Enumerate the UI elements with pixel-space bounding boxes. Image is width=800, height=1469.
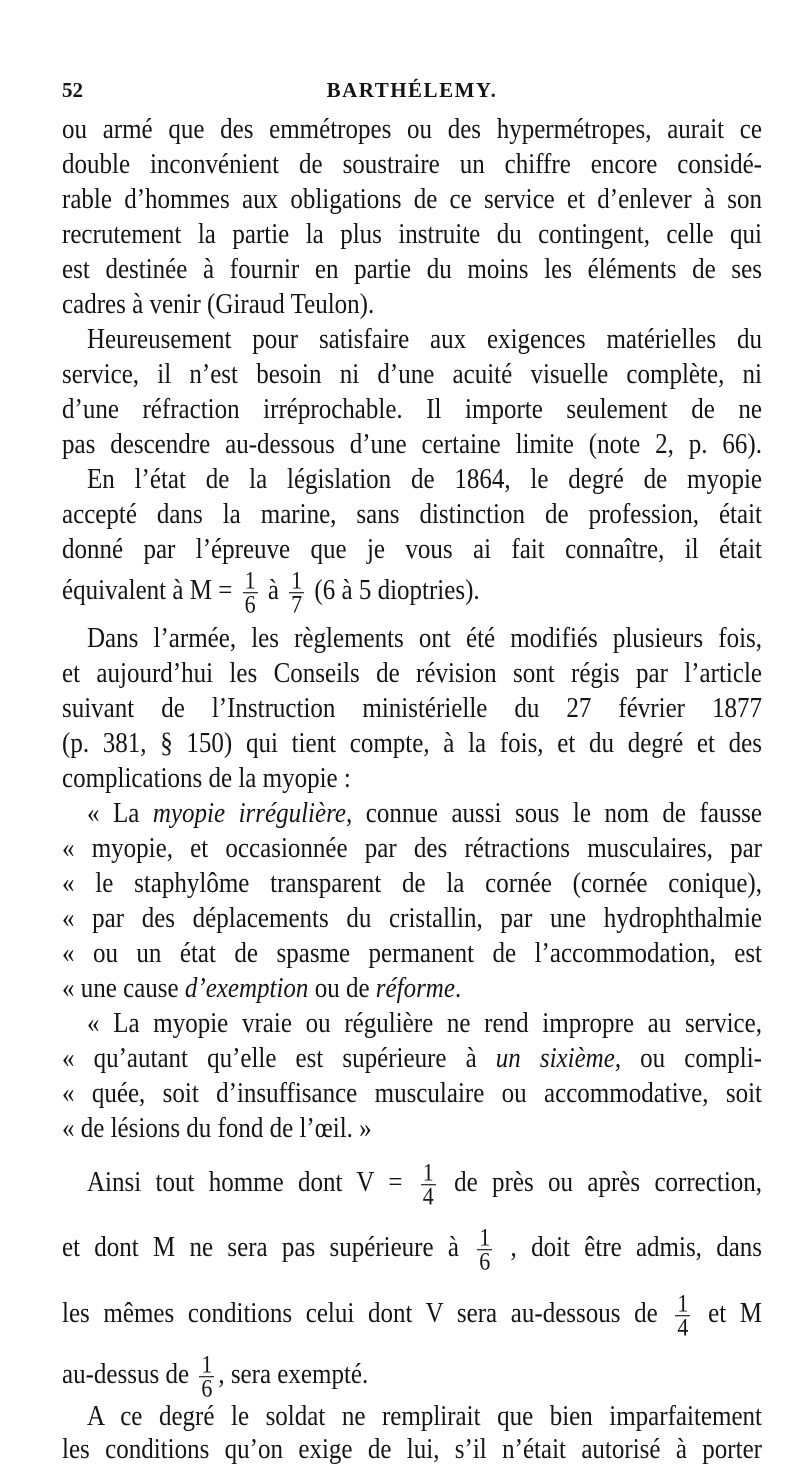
fraction-numerator: 1 [422, 1157, 434, 1187]
text-line: Dans l’armée, les règlements ont été modifiés plusieurs fois, [87, 623, 762, 654]
text-line: double inconvénient de soustraire un chiffre encore considé- [62, 149, 762, 180]
formula-text: de près ou après correction, [454, 1167, 763, 1198]
fraction-numerator: 1 [201, 1349, 213, 1379]
quote-line: « La myopie vraie ou régulière ne rend impropre au service, [87, 1008, 762, 1039]
formula-text: à [267, 575, 279, 606]
text-line: est destinée à fournir en partie du moins les éléments de ses [62, 254, 762, 285]
formula-line [62, 1215, 762, 1281]
text-line: pas descendre au-dessous d’une certaine limite (note 2, p. 66). [62, 429, 762, 460]
fraction-numerator: 1 [677, 1288, 689, 1318]
quote-line: « de lésions du fond de l’œil. » [62, 1113, 372, 1144]
text-line: En l’état de la législation de 1864, le degré de myopie [87, 464, 762, 495]
formula-text: et M [708, 1298, 763, 1329]
fraction-one-sixth [243, 565, 258, 619]
italic-term: d’exemption [184, 973, 309, 1004]
text-line: d’une réfraction irréprochable. Il importe seulement de ne [62, 394, 762, 425]
fraction-one-sixth [477, 1222, 492, 1276]
text-line: complications de la myopie : [62, 763, 351, 794]
quote-text: « une cause [62, 973, 179, 1004]
quote-line: « myopie, et occasionnée par des rétractions musculaires, par [62, 833, 762, 864]
formula-text: les mêmes conditions celui dont V sera au-dessous de [62, 1298, 658, 1329]
fraction-denominator: 6 [244, 589, 256, 619]
quote-line [62, 970, 762, 1009]
text-line: suivant de l’Instruction ministérielle du 27 février 1877 [62, 693, 762, 724]
page-number: 52 [62, 78, 83, 102]
quote-line: « quée, soit d’insuffisance musculaire ou accommodative, soit [62, 1078, 762, 1109]
quote-line: « par des déplacements du cristallin, par une hydrophthalmie [62, 903, 762, 934]
fraction-numerator: 1 [244, 565, 256, 595]
fraction-denominator: 6 [479, 1246, 491, 1276]
fraction-denominator: 6 [201, 1373, 213, 1403]
italic-term: myopie irrégulière [152, 798, 346, 829]
fraction-one-fourth [421, 1157, 436, 1211]
text-line: et aujourd’hui les Conseils de révision sont régis par l’article [62, 658, 762, 689]
running-head: BARTHÉLEMY. [326, 78, 498, 102]
fraction-denominator: 7 [291, 589, 303, 619]
text-line: (p. 381, § 150) qui tient compte, à la fois, et du degré et des [62, 728, 762, 759]
quote-text: ou de [314, 973, 370, 1004]
formula-text: équivalent à M = [62, 575, 233, 606]
formula-line [62, 1281, 762, 1347]
text-line: recrutement la partie la plus instruite du contingent, celle qui [62, 219, 762, 250]
page-header [62, 78, 762, 108]
quote-text: , connue aussi sous le nom de fausse [345, 798, 762, 829]
formula-text: (6 à 5 dioptries). [314, 575, 480, 606]
fraction-denominator: 4 [422, 1181, 434, 1211]
text-line: A ce degré le soldat ne remplirait que bien imparfaitement [87, 1401, 762, 1432]
text-line: donné par l’épreuve que je vous ai fait connaître, il était [62, 534, 762, 565]
text-line: accepté dans la marine, sans distinction de profession, était [62, 499, 762, 530]
text-line: service, il n’est besoin ni d’une acuité visuelle complète, ni [62, 359, 762, 390]
fraction-numerator: 1 [479, 1222, 491, 1252]
quote-text: . [454, 973, 462, 1004]
formula-text: , doit être admis, dans [510, 1232, 763, 1263]
formula-text: et dont M ne sera pas supérieure à [62, 1232, 459, 1263]
italic-term: réforme [375, 973, 455, 1004]
text-line: rable d’hommes aux obligations de ce service et d’enlever à son [62, 184, 762, 215]
fraction-denominator: 4 [677, 1312, 689, 1342]
fraction-numerator: 1 [291, 565, 303, 595]
fraction-one-fourth [675, 1288, 690, 1342]
formula-line [62, 558, 762, 624]
text-line: ou armé que des emmétropes ou des hypermétropes, aurait ce [62, 114, 762, 145]
text-line: les conditions qu’on exige de lui, s’il n’était autorisé à porter [62, 1434, 762, 1465]
fraction-one-seventh [289, 565, 304, 619]
formula-text: au-dessus de [62, 1359, 190, 1390]
quote-line [87, 795, 762, 834]
text-line: cadres à venir (Giraud Teulon). [62, 289, 375, 320]
quote-text: , ou compli- [614, 1043, 762, 1074]
quote-line: « ou un état de spasme permanent de l’accommodation, est [62, 938, 762, 969]
quote-line [62, 1040, 762, 1079]
text-line: Heureusement pour satisfaire aux exigences matérielles du [87, 324, 762, 355]
quote-line: « le staphylôme transparent de la cornée (cornée conique), [62, 868, 762, 899]
fraction-one-sixth [199, 1349, 214, 1403]
formula-text: Ainsi tout homme dont V = [87, 1167, 403, 1198]
quote-text: « qu’autant qu’elle est supérieure à [62, 1043, 477, 1074]
formula-text: , sera exempté. [218, 1359, 369, 1390]
italic-term: un sixième [495, 1043, 615, 1074]
quote-text: « La [87, 798, 140, 829]
formula-line [87, 1150, 762, 1216]
